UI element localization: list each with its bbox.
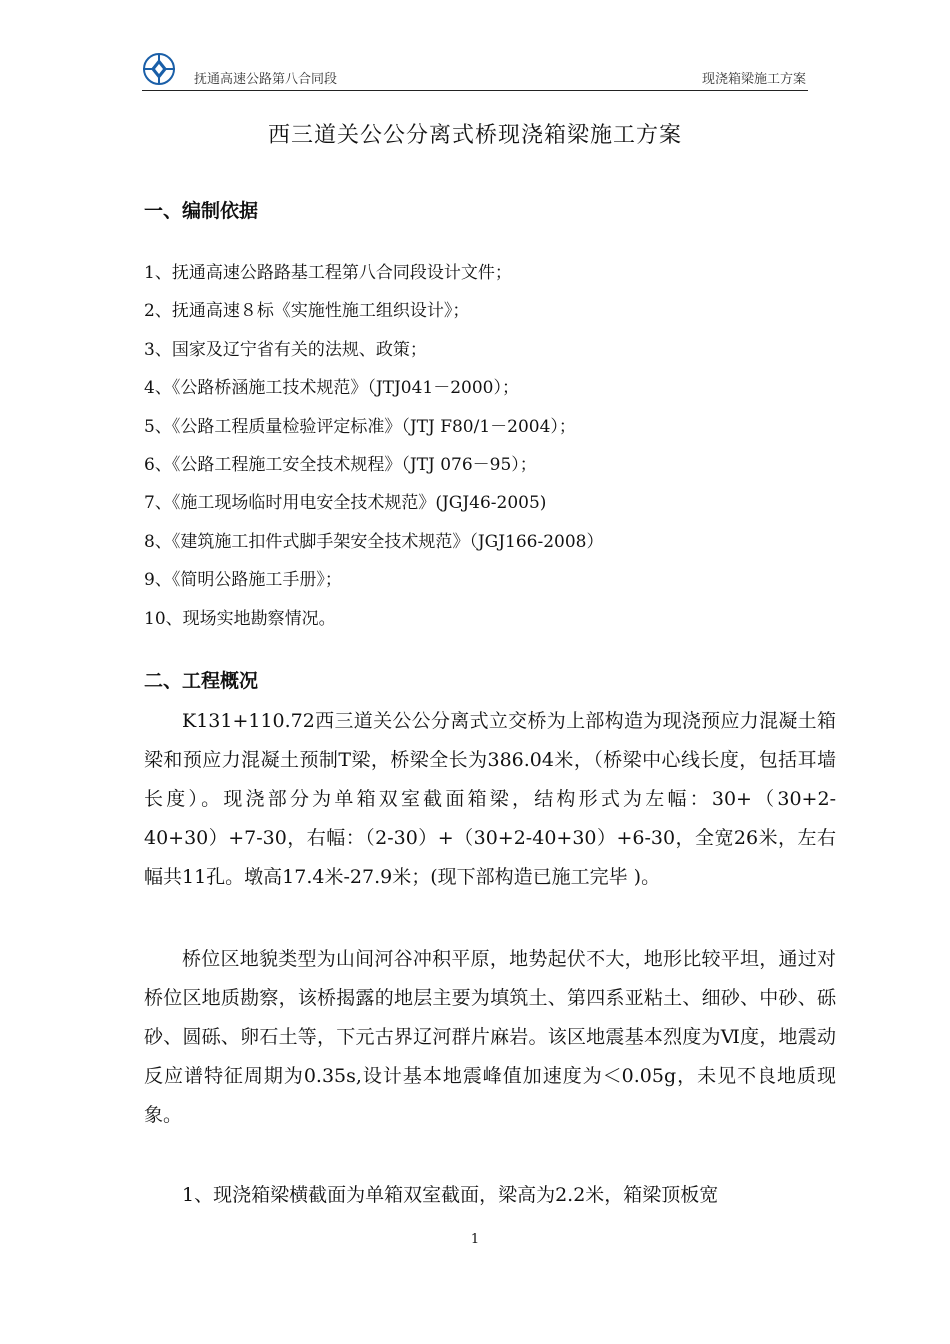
company-logo-icon — [142, 52, 176, 86]
list-item: 3、国家及辽宁省有关的法规、政策； — [144, 339, 427, 360]
section-heading-basis: 一、编制依据 — [144, 200, 259, 222]
list-item: 9、《简明公路施工手册》； — [144, 570, 342, 591]
cross-section-paragraph: 1、现浇箱梁横截面为单箱双室截面，梁高为2.2米，箱梁顶板宽 — [182, 1184, 719, 1206]
list-item: 6、《公路工程施工安全技术规程》（JTJ 076－95）； — [144, 454, 537, 475]
list-item: 1、抚通高速公路路基工程第八合同段设计文件； — [144, 263, 512, 283]
header-project-name: 抚通高速公路第八合同段 — [194, 72, 338, 87]
overview-paragraph: K131+110.72西三道关公公分离式立交桥为上部构造为现浇预应力混凝土箱梁和预应力混凝土预制T梁，桥梁全长为386.04米，（桥梁中心线长度，包括耳墙长度）。现浇部分为单箱双室截面箱梁，结构形式为左幅：30+（30+2-40+30）+7-30，右幅：（2-30）+（30+2-40+30）+6-30，全宽26米，左右幅共11孔。墩高17.4米-27.9米；(现下部构造已施工完毕 )。 — [144, 710, 836, 888]
list-item: 7、《施工现场临时用电安全技术规范》(JGJ46-2005) — [144, 493, 547, 514]
list-item: 8、《建筑施工扣件式脚手架安全技术规范》（JGJ166-2008） — [144, 531, 604, 552]
list-item: 2、抚通高速８标《实施性施工组织设计》； — [144, 301, 470, 322]
section-heading-overview: 二、工程概况 — [144, 670, 259, 692]
list-item: 10、现场实地勘察情况。 — [144, 608, 336, 629]
basis-list — [144, 258, 844, 642]
list-item: 5、《公路工程质量检验评定标准》（JTJ F80/1－2004）； — [144, 416, 576, 437]
geology-paragraph: 桥位区地貌类型为山间河谷冲积平原，地势起伏不大，地形比较平坦，通过对桥位区地质勘察，该桥揭露的地层主要为填筑土、第四系亚粘土、细砂、中砂、砾砂、圆砾、卵石土等，下元古界辽河群片麻岩。该区地震基本烈度为Ⅵ度，地震动反应谱特征周期为0.35s,设计基本地震峰值加速度为＜0.05g，未见不良地质现象。 — [144, 948, 836, 1126]
list-item: 4、《公路桥涵施工技术规范》（JTJ041－2000）； — [144, 378, 519, 399]
page-number: 1 — [470, 1232, 480, 1247]
header-doc-name: 现浇箱梁施工方案 — [701, 72, 806, 87]
document-title: 西三道关公公分离式桥现浇箱梁施工方案 — [267, 123, 682, 148]
page-header — [142, 48, 808, 91]
